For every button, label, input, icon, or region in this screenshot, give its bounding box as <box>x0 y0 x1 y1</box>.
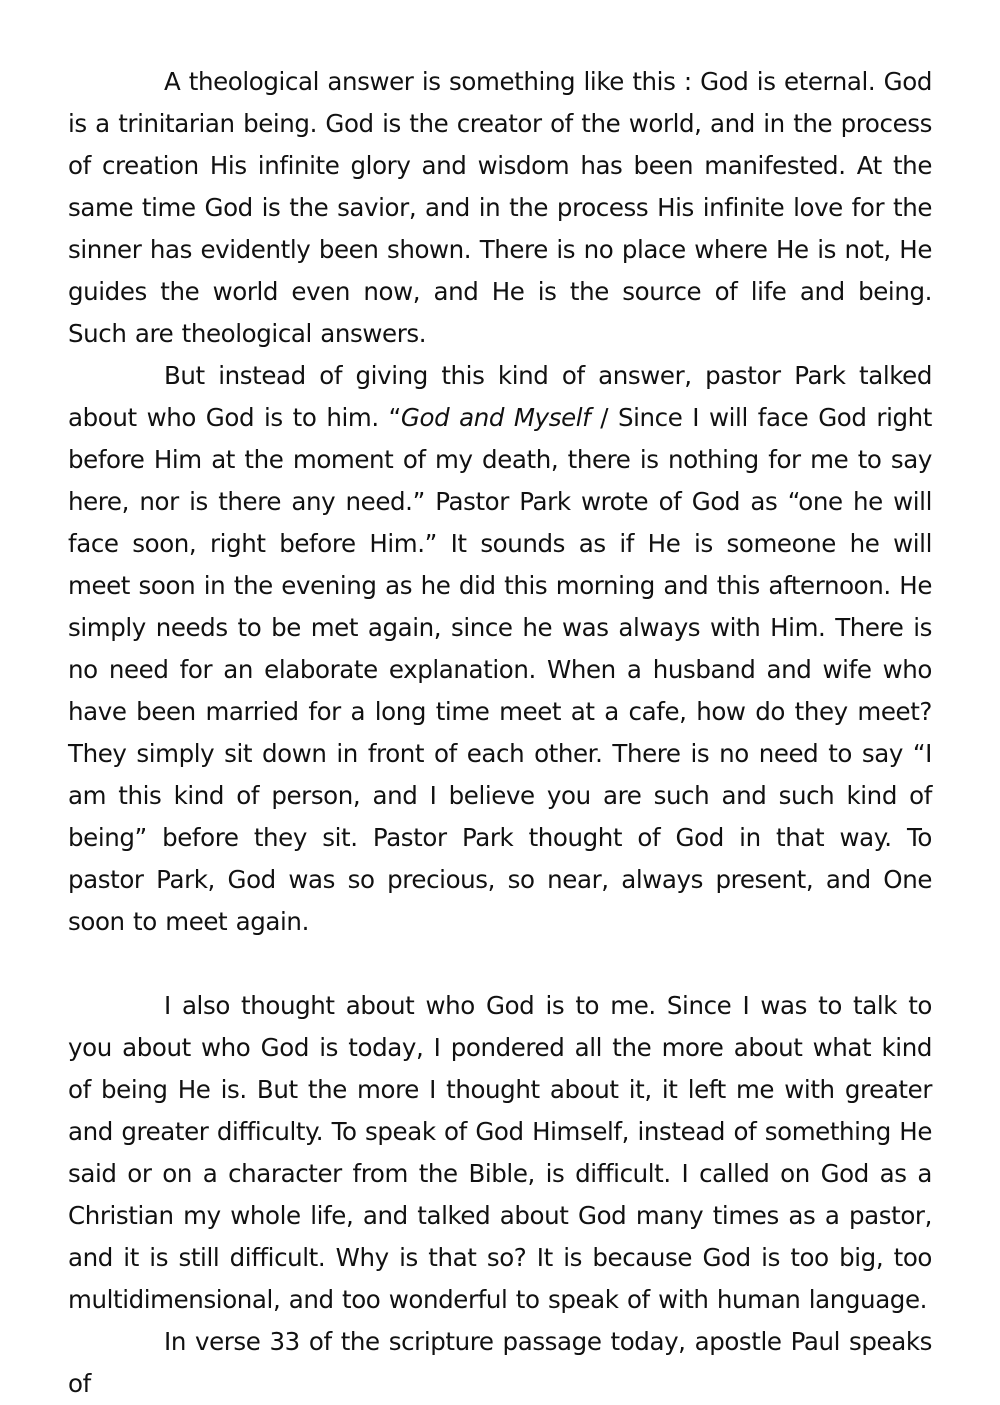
paragraph-pastor-park <box>68 355 932 943</box>
paragraph-text-end: / Since I will face God right before Him at the moment of my death, there is nothing for me to say here, nor is there any need.” Pastor Park wrote of God as “one he will face soon, right before Him.” It sounds as if He is someone he will meet soon in the evening as he did this morning and this afternoon. He simply needs to be met again, since he was always with Him. There is no need for an elaborate explanation. When a husband and wife who have been married for a long time meet at a cafe, how do they meet? They simply sit down in front of each other. There is no need to say “I am this kind of person, and I believe you are such and such kind of being” before they sit. Pastor Park thought of God in that way. To pastor Park, God was so precious, so near, always present, and One soon to meet again. <box>68 403 932 936</box>
paragraph-who-god-is-to-me <box>68 985 932 1321</box>
paragraph-text-start: But instead of giving this kind of answer, pastor Park talked about who God is to him. “ <box>68 361 932 432</box>
paragraph-theological-answer <box>68 61 932 355</box>
paragraph-text: A theological answer is something like this : God is eternal. God is a trinitarian being. God is the creator of the world, and in the process of creation His infinite glory and wisdom has been manifested. At the same time God is the savior, and in the process His infinite love for the sinner has evidently been shown. There is no place where He is not, He guides the world even now, and He is the source of life and being. Such are theological answers. <box>68 67 932 348</box>
paragraph-gap <box>68 943 932 985</box>
paragraph-verse-33 <box>68 1321 932 1405</box>
poem-title: God and Myself <box>400 403 591 432</box>
paragraph-text: In verse 33 of the scripture passage today, apostle Paul speaks of <box>68 1327 932 1398</box>
paragraph-text: I also thought about who God is to me. Since I was to talk to you about who God is today, I pondered all the more about what kind of being He is. But the more I thought about it, it left me with greater and greater difficulty. To speak of God Himself, instead of something He said or on a character from the Bible, is difficult. I called on God as a Christian my whole life, and talked about God many times as a pastor, and it is still difficult. Why is that so? It is because God is too big, too multidimensional, and too wonderful to speak of with human language. <box>68 991 932 1314</box>
document-page <box>68 61 932 1405</box>
